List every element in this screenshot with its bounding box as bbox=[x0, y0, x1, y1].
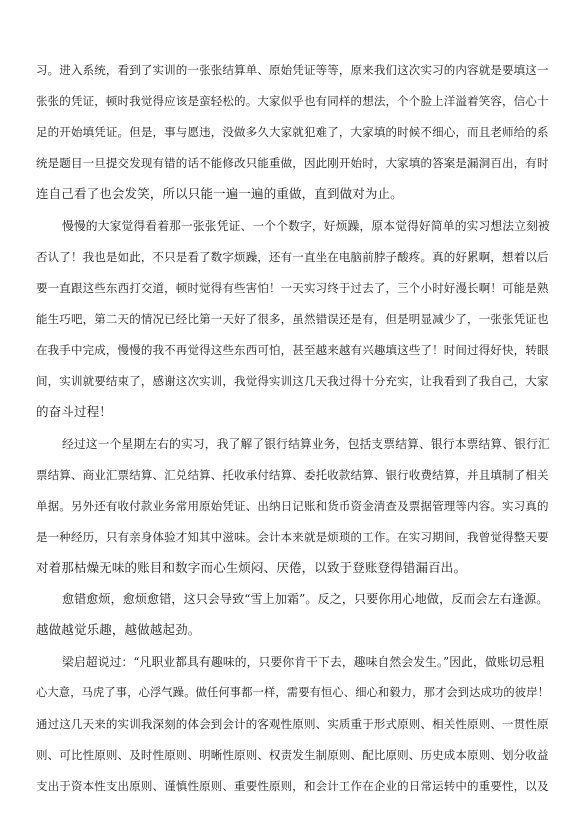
paragraph-2-line-3: 要一直跟这些东西打交道，顿时觉得有些害怕！一天实习终于过去了，三个小时好漫长啊！可能是熟 bbox=[36, 281, 549, 295]
paragraph-1-line-2: 张张的凭证，顿时我觉得应该是蛮轻松的。大家似乎也有同样的想法，个个脸上洋溢着笑容，信心十 bbox=[36, 94, 549, 108]
paragraph-2-line-2: 否认了！我也是如此，不只是看了数字烦躁，还有一直坐在电脑前脖子酸疼。真的好累啊，想着以后 bbox=[36, 250, 549, 264]
paragraph-5-line-3: 通过这几天来的实训我深刻的体会到会计的客观性原则、实质重于形式原则、相关性原则、一贯性原 bbox=[36, 717, 549, 731]
paragraph-1-line-4: 统是题目一旦提交发现有错的话不能修改只能重做，因此刚开始时，大家填的答案是漏洞百出，有时 bbox=[36, 156, 549, 170]
paragraph-3-line-2: 票结算、商业汇票结算、汇兑结算、托收承付结算、委托收款结算、银行收费结算，并且填制了相关 bbox=[36, 468, 549, 482]
paragraph-2-line-7: 的奋斗过程！ bbox=[36, 404, 112, 419]
paragraph-4-line-1: 愈错愈烦，愈烦愈错，这只会导致“雪上加霜”。反之，只要你用心地做，反而会左右逢源。 bbox=[62, 592, 549, 606]
paragraph-2-line-5: 在我手中完成，慢慢的我不再觉得这些东西可怕，甚至越来越有兴趣填这些了！时间过得好快，转眼 bbox=[36, 343, 549, 357]
paragraph-5-line-2: 心大意，马虎了事，心浮气躁。做任何事都一样，需要有恒心、细心和毅力，那才会到达成功的彼岸！ bbox=[36, 686, 550, 699]
paragraph-3-line-1: 经过这一个星期左右的实习，我了解了银行结算业务，包括支票结算、银行本票结算、银行汇 bbox=[62, 437, 550, 451]
paragraph-1-line-5: 连自己看了也会发笑，所以只能一遍一遍的重做，直到做对为止。 bbox=[36, 186, 403, 201]
paragraph-2-line-4: 能生巧吧，第二天的情况已经比第一天好了很多，虽然错误还是有，但是明显减少了，一张张凭证也 bbox=[36, 312, 549, 326]
paragraph-1-line-1: 习。进入系统，看到了实训的一张张结算单、原始凭证等等，原来我们这次实习的内容就是要填这一 bbox=[36, 63, 549, 77]
paragraph-5-line-5: 支出于资本性支出原则、谨慎性原则、重要性原则，和会计工作在企业的日常运转中的重要性，以及 bbox=[36, 779, 549, 793]
paragraph-5-line-4: 则、可比性原则、及时性原则、明晰性原则、权责发生制原则、配比原则、历史成本原则、划分收益 bbox=[36, 748, 549, 762]
paragraph-1-line-3: 足的开始填凭证。但是，事与愿违，没做多久大家就犯难了，大家填的时候不细心，而且老师给的系 bbox=[36, 125, 549, 139]
paragraph-5-line-1: 梁启超说过：“凡职业都具有趣味的，只要你肯干下去，趣味自然会发生。”因此，做账切忌粗 bbox=[62, 655, 545, 669]
paragraph-2-line-1: 慢慢的大家觉得看着那一张张凭证、一个个数字，好烦躁，原本觉得好简单的实习想法立刻被 bbox=[62, 219, 550, 233]
paragraph-2-line-6: 间，实训就要结束了，感谢这次实训，我觉得实训这几天我过得十分充实，让我看到了我自己，大家 bbox=[36, 374, 549, 388]
paragraph-3-line-3: 单据。另外还有收付款业务常用原始凭证、出纳日记账和货币资金清查及票据管理等内容。实习真的 bbox=[36, 499, 549, 513]
paragraph-3-line-5: 对着那枯燥无味的账目和数字而心生烦闷、厌倦，以致于登账登得错漏百出。 bbox=[36, 560, 467, 575]
paragraph-3-line-4: 是一种经历，只有亲身体验才知其中滋味。会计本来就是烦琐的工作。在实习期间，我曾觉得整天要 bbox=[36, 530, 549, 544]
paragraph-4-line-2: 越做越觉乐趣，越做越起劲。 bbox=[36, 622, 201, 637]
